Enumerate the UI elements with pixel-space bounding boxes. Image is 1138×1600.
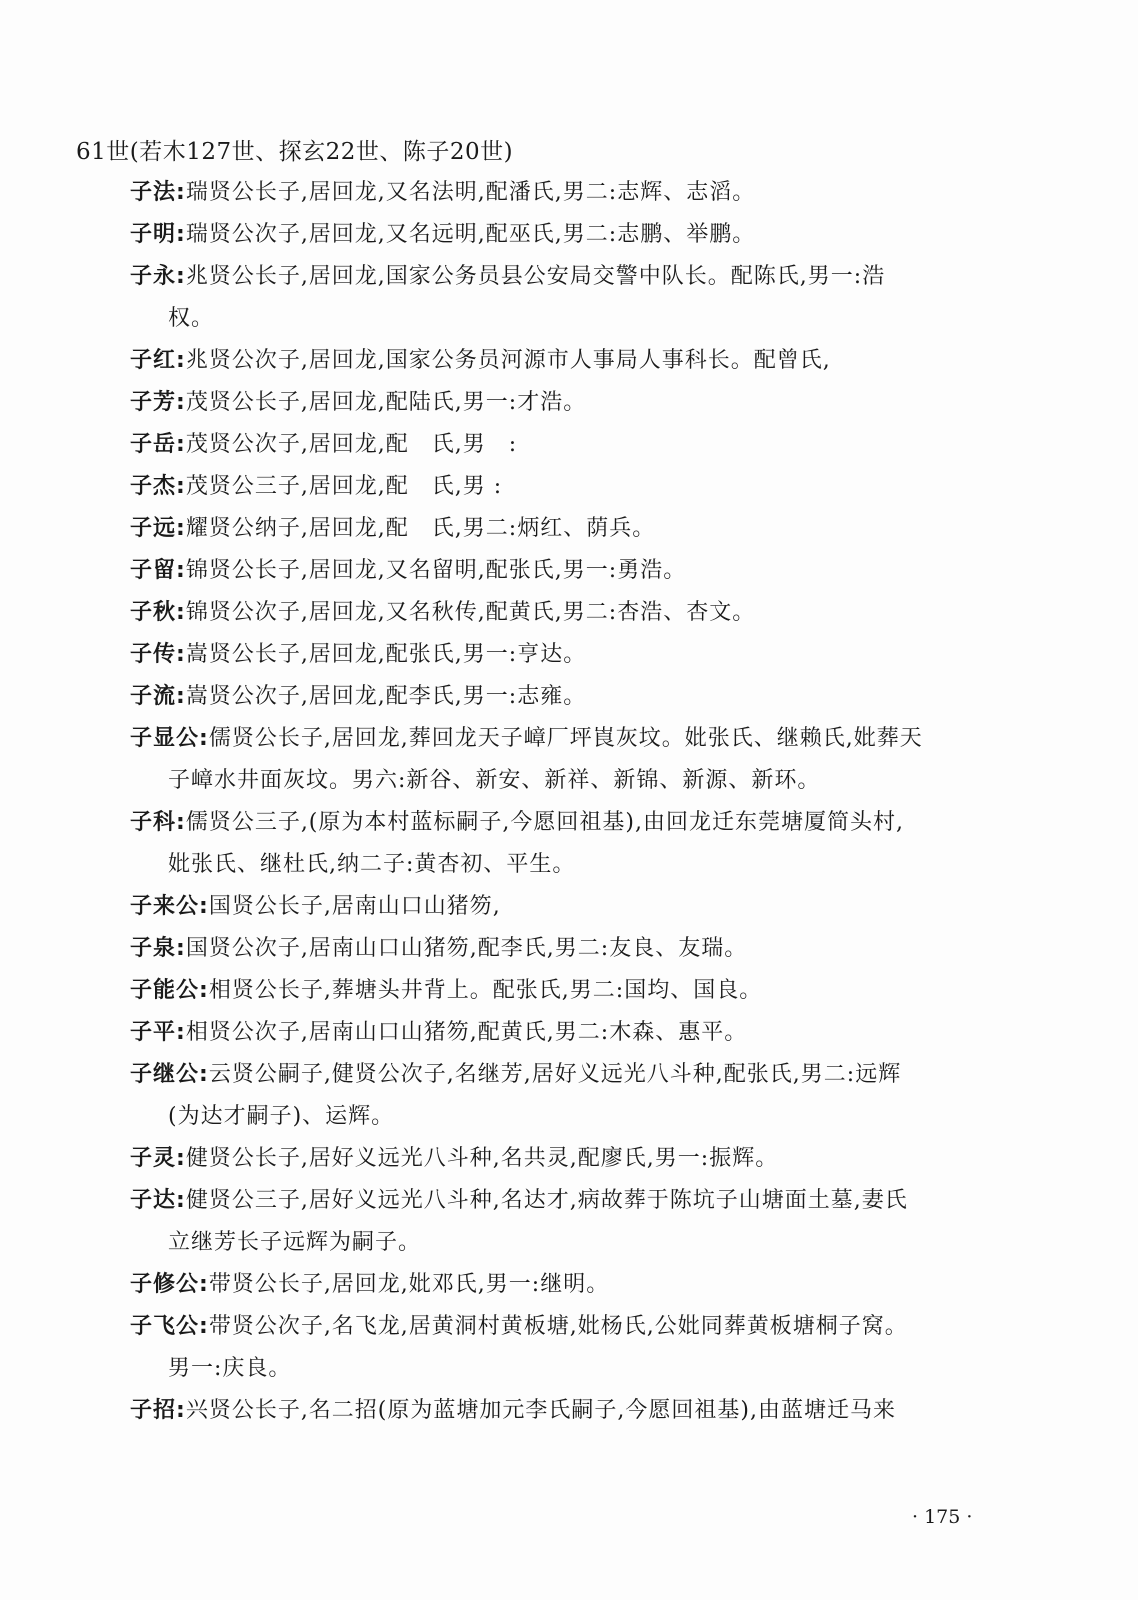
entry-name: 子流:	[130, 684, 186, 709]
entry-continuation-line: 妣张氏、继杜氏,纳二子:黄杏初、平生。	[168, 852, 576, 877]
entry-name: 子秋:	[130, 600, 186, 625]
genealogy-entry	[130, 634, 1030, 676]
entry-text: 茂贤公次子,居回龙,配 氏,男 :	[185, 432, 518, 457]
entry-name: 子永:	[130, 264, 186, 289]
genealogy-entry	[130, 1054, 1030, 1138]
entry-name: 子传:	[130, 642, 186, 667]
genealogy-entry	[130, 214, 1030, 256]
genealogy-entry	[130, 592, 1030, 634]
genealogy-entry	[130, 928, 1030, 970]
entry-name: 子法:	[130, 180, 186, 205]
entry-name: 子修公:	[130, 1272, 209, 1297]
entry-first-line	[130, 1306, 1030, 1348]
entry-first-line	[130, 802, 1030, 844]
entry-continuation-line: 立继芳长子远辉为嗣子。	[168, 1230, 422, 1255]
genealogy-entry	[130, 382, 1030, 424]
entry-name: 子岳:	[130, 432, 186, 457]
entry-name: 子来公:	[130, 894, 209, 919]
genealogy-entry	[130, 172, 1030, 214]
entry-first-line	[130, 1180, 1030, 1222]
entry-first-line	[130, 676, 1030, 718]
genealogy-entry	[130, 550, 1030, 592]
genealogy-entry	[130, 466, 1030, 508]
genealogy-entry	[130, 1264, 1030, 1306]
genealogy-entry	[130, 1306, 1030, 1390]
entry-first-line	[130, 508, 1030, 550]
entry-name: 子留:	[130, 558, 186, 583]
entry-name: 子达:	[130, 1188, 186, 1213]
genealogy-entry	[130, 508, 1030, 550]
entry-name: 子显公:	[130, 726, 209, 751]
entry-text: 兆贤公长子,居回龙,国家公务员县公安局交警中队长。配陈氏,男一:浩	[185, 264, 886, 289]
page-number: · 175 ·	[912, 1506, 973, 1528]
entry-name: 子芳:	[130, 390, 186, 415]
entry-name: 子飞公:	[130, 1314, 209, 1339]
entry-text: 健贤公三子,居好义远光八斗种,名达才,病故葬于陈坑子山塘面土墓,妻氏	[185, 1188, 908, 1213]
entry-first-line	[130, 340, 1030, 382]
genealogy-entry	[130, 886, 1030, 928]
entry-continuation-line: (为达才嗣子)、运辉。	[168, 1104, 395, 1129]
genealogy-entry	[130, 718, 1030, 802]
entry-name: 子能公:	[130, 978, 209, 1003]
genealogy-entry	[130, 256, 1030, 340]
entry-text: 嵩贤公次子,居回龙,配李氏,男一:志雍。	[185, 684, 587, 709]
entry-first-line	[130, 172, 1030, 214]
entry-text: 相贤公次子,居南山口山猪笏,配黄氏,男二:木森、惠平。	[185, 1020, 748, 1045]
generation-heading: 61世(若木127世、探玄22世、陈子20世)	[76, 139, 514, 165]
entry-first-line	[130, 634, 1030, 676]
entry-first-line	[130, 970, 1030, 1012]
genealogy-entry	[130, 424, 1030, 466]
genealogy-entry	[130, 1012, 1030, 1054]
entry-text: 儒贤公三子,(原为本村蓝标嗣子,今愿回祖基),由回龙迁东莞塘厦简头村,	[185, 810, 904, 835]
entry-first-line	[130, 550, 1030, 592]
entry-continuation-line: 权。	[168, 306, 215, 331]
genealogy-entry	[130, 676, 1030, 718]
entry-continuation-line: 子嶂水井面灰坟。男六:新谷、新安、新祥、新锦、新源、新环。	[168, 768, 821, 793]
entry-text: 儒贤公长子,居回龙,葬回龙天子嶂厂坪崀灰坟。妣张氏、继赖氏,妣葬天	[208, 726, 923, 751]
entry-name: 子杰:	[130, 474, 186, 499]
genealogy-entry	[130, 1390, 1030, 1432]
entry-first-line	[130, 886, 1030, 928]
entry-first-line	[130, 424, 1030, 466]
entry-name: 子明:	[130, 222, 186, 247]
genealogy-entries	[130, 172, 1030, 1432]
entry-name: 子灵:	[130, 1146, 186, 1171]
entry-text: 耀贤公纳子,居回龙,配 氏,男二:炳红、荫兵。	[185, 516, 656, 541]
entry-name: 子泉:	[130, 936, 186, 961]
entry-text: 国贤公次子,居南山口山猪笏,配李氏,男二:友良、友瑞。	[185, 936, 748, 961]
entry-first-line	[130, 1012, 1030, 1054]
entry-first-line	[130, 1054, 1030, 1096]
entry-name: 子远:	[130, 516, 186, 541]
entry-text: 兆贤公次子,居回龙,国家公务员河源市人事局人事科长。配曾氏,	[185, 348, 831, 373]
entry-first-line	[130, 1264, 1030, 1306]
entry-first-line	[130, 592, 1030, 634]
entry-first-line	[130, 382, 1030, 424]
entry-first-line	[130, 928, 1030, 970]
entry-first-line	[130, 1138, 1030, 1180]
genealogy-entry	[130, 802, 1030, 886]
entry-text: 锦贤公长子,居回龙,又名留明,配张氏,男一:勇浩。	[185, 558, 687, 583]
entry-text: 云贤公嗣子,健贤公次子,名继芳,居好义远光八斗种,配张氏,男二:远辉	[208, 1062, 902, 1087]
entry-text: 锦贤公次子,居回龙,又名秋传,配黄氏,男二:杏浩、杏文。	[185, 600, 756, 625]
entry-text: 瑞贤公次子,居回龙,又名远明,配巫氏,男二:志鹏、举鹏。	[185, 222, 756, 247]
entry-text: 相贤公长子,葬塘头井背上。配张氏,男二:国均、国良。	[208, 978, 763, 1003]
entry-name: 子平:	[130, 1020, 186, 1045]
genealogy-entry	[130, 970, 1030, 1012]
entry-continuation-line: 男一:庆良。	[168, 1356, 292, 1381]
entry-name: 子招:	[130, 1398, 186, 1423]
entry-first-line	[130, 718, 1030, 760]
entry-first-line	[130, 214, 1030, 256]
entry-first-line	[130, 256, 1030, 298]
entry-text: 茂贤公三子,居回龙,配 氏,男 :	[185, 474, 503, 499]
entry-text: 嵩贤公长子,居回龙,配张氏,男一:亨达。	[185, 642, 587, 667]
entry-name: 子红:	[130, 348, 186, 373]
genealogy-entry	[130, 1138, 1030, 1180]
genealogy-entry	[130, 340, 1030, 382]
entry-first-line	[130, 1390, 1030, 1432]
entry-first-line	[130, 466, 1030, 508]
entry-name: 子科:	[130, 810, 186, 835]
entry-text: 健贤公长子,居好义远光八斗种,名共灵,配廖氏,男一:振辉。	[185, 1146, 779, 1171]
entry-text: 国贤公长子,居南山口山猪笏,	[208, 894, 501, 919]
entry-text: 带贤公长子,居回龙,妣邓氏,男一:继明。	[208, 1272, 610, 1297]
entry-text: 兴贤公长子,名二招(原为蓝塘加元李氏嗣子,今愿回祖基),由蓝塘迁马来	[185, 1398, 896, 1423]
entry-name: 子继公:	[130, 1062, 209, 1087]
entry-text: 茂贤公长子,居回龙,配陆氏,男一:才浩。	[185, 390, 587, 415]
genealogy-entry	[130, 1180, 1030, 1264]
entry-text: 瑞贤公长子,居回龙,又名法明,配潘氏,男二:志辉、志滔。	[185, 180, 756, 205]
entry-text: 带贤公次子,名飞龙,居黄洞村黄板塘,妣杨氏,公妣同葬黄板塘桐子窝。	[208, 1314, 908, 1339]
